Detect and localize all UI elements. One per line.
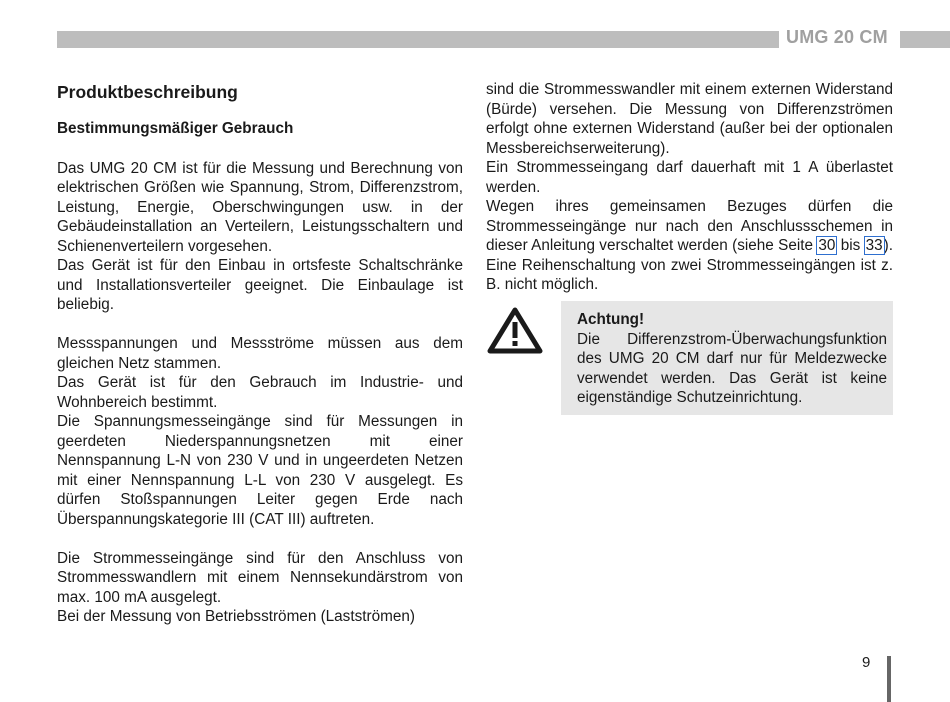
left-column (57, 80, 463, 627)
right-column (486, 80, 893, 295)
paragraph: Bei der Messung von Betriebsströmen (Lastströmen) (57, 608, 415, 625)
page-number: 9 (862, 654, 871, 671)
document-title: UMG 20 CM (786, 27, 888, 47)
page-link-33[interactable]: 33 (865, 237, 883, 254)
warning-text: Die Differenzstrom-Überwachungsfunktion des UMG 20 CM darf nur für Meldezwecke verwendet werden. Das Gerät ist keine eigenständige Schutzeinrichtung. (577, 330, 887, 406)
paragraph-with-page-links: Wegen ihres gemeinsamen Bezuges dürfen die Strommesseingänge nur nach den Anschlussschemen in dieser Anleitung verschaltet werden (siehe Seite 30 bis 33). Eine Reihenschaltung von zwei Strommesseingängen ist z. B. nicht möglich. (486, 198, 893, 293)
warning-triangle-icon (487, 306, 543, 354)
warning-content (577, 310, 887, 408)
paragraph: Das UMG 20 CM ist für die Messung und Berechnung von elektrischen Größen wie Spannung, Strom, Differenzstrom, Leistung, Energie, Oberschwingungen usw. in der Gebäudeinstallation an Verteilern, Leistungsschaltern und Schienenverteilern vorgesehen. (57, 159, 463, 255)
paragraph: Ein Strommesseingang darf dauerhaft mit 1 A überlastet werden. (486, 159, 893, 196)
warning-title: Achtung! (577, 311, 645, 328)
section-heading: Produktbeschreibung (57, 82, 238, 102)
paragraph: Die Strommesseingänge sind für den Anschluss von Strommesswandlern mit einem Nennsekundärstrom von max. 100 mA ausgelegt. (57, 549, 463, 606)
header-bar (57, 31, 779, 48)
page-link-30[interactable]: 30 (818, 237, 836, 254)
header-bar-end (900, 31, 950, 48)
paragraph: Die Spannungsmesseingänge sind für Messungen in geerdeten Niederspannungsnetzen mit einer Nennspannung L-N von 230 V und in ungeerdeten Netzen mit einer Nennspannung L-L von 230 V ausgelegt. Es dürfen Stoßspannungen Leiter gegen Erde nach Überspannungskategorie III (CAT III) auftreten. (57, 413, 463, 528)
section-subheading: Bestimmungsmäßiger Gebrauch (57, 120, 294, 137)
page-marker-rule (887, 656, 891, 702)
paragraph: Das Gerät ist für den Gebrauch im Industrie- und Wohnbereich bestimmt. (57, 374, 463, 411)
paragraph: Messspannungen und Messströme müssen aus dem gleichen Netz stammen. (57, 335, 463, 372)
paragraph: sind die Strommesswandler mit einem externen Widerstand (Bürde) versehen. Die Messung von Differenzströmen erfolgt ohne externen Widerstand (außer bei der optionalen Messbereichserweiterung). (486, 81, 893, 157)
paragraph: Das Gerät ist für den Einbau in ortsfeste Schaltschränke und Installationsverteiler geeignet. Die Einbaulage ist beliebig. (57, 257, 463, 313)
